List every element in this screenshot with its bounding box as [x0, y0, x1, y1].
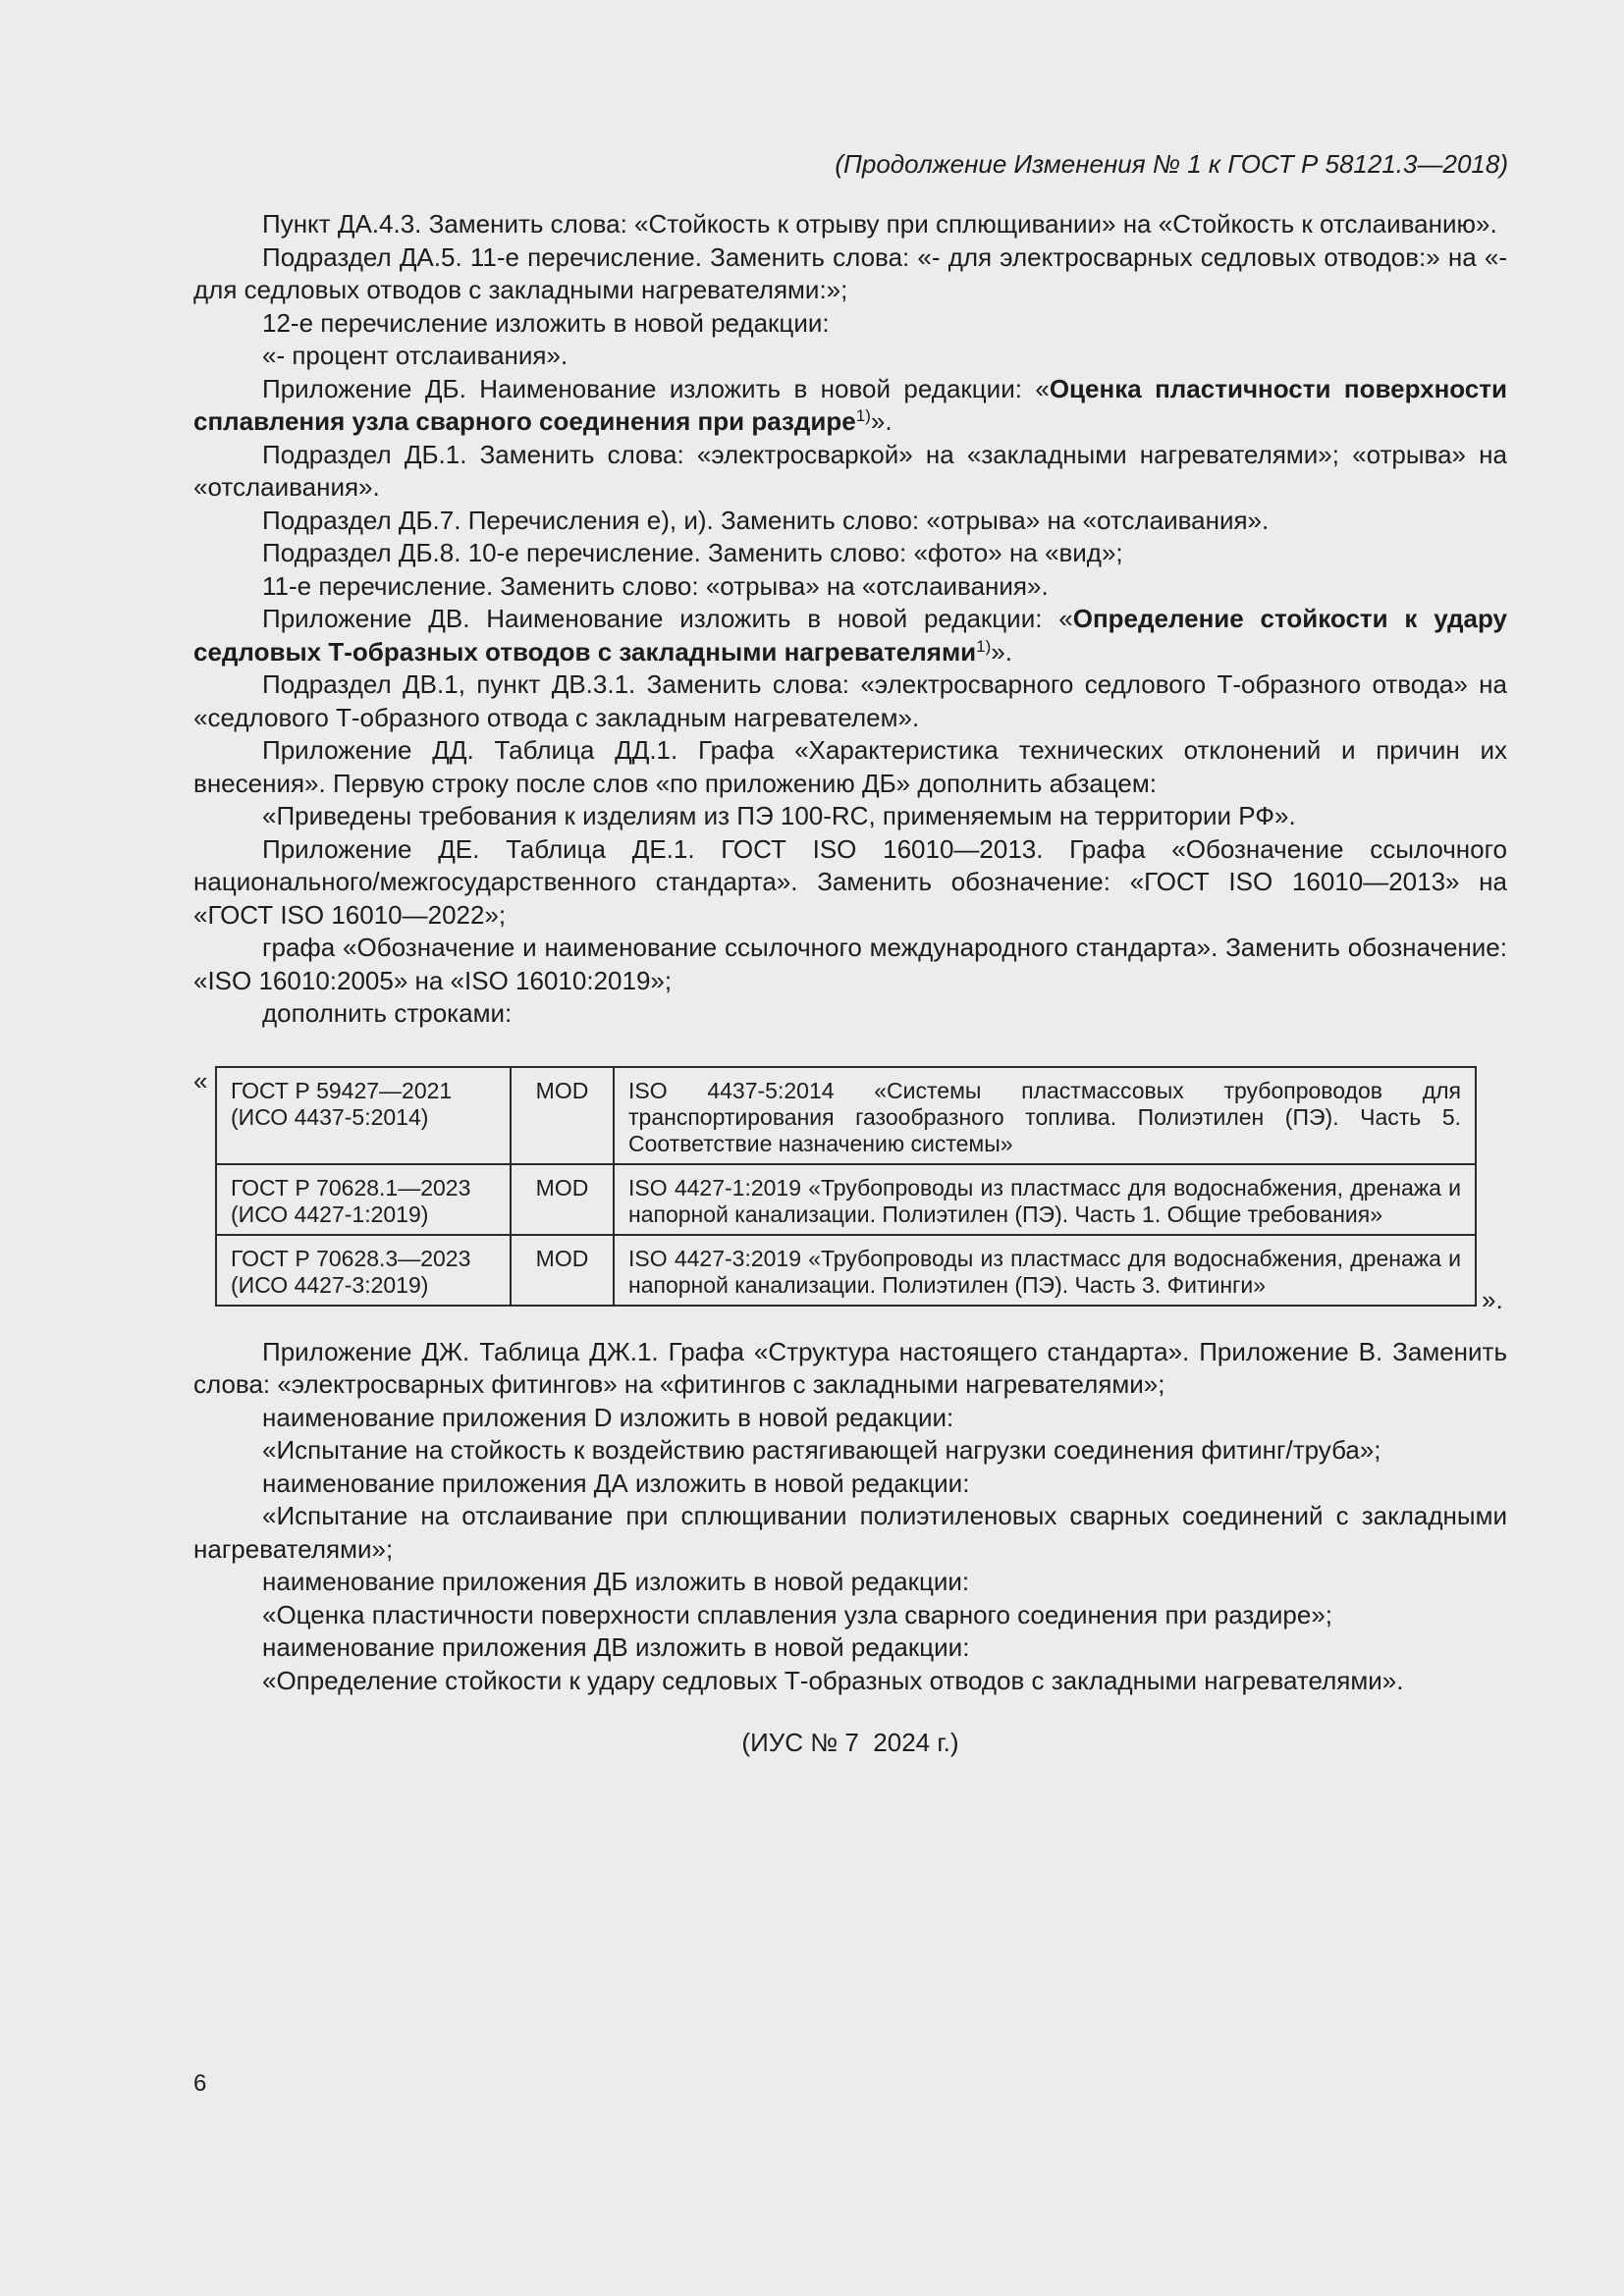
table-cell-degree: MOD	[511, 1164, 614, 1235]
paragraph: 11-е перечисление. Заменить слово: «отрыва» на «отслаивания».	[262, 570, 1049, 601]
paragraph: «- процент отслаивания».	[262, 341, 568, 370]
cell-text: ГОСТ Р 70628.3—2023 (ИСО 4427-3:2019)	[231, 1245, 471, 1298]
paragraph: «Оценка пластичности поверхности сплавления узла сварного соединения при раздире»;	[262, 1599, 1333, 1629]
paragraph: «Испытание на отслаивание при сплющивании полиэтиленовых сварных соединений с закладными нагревателями»;	[193, 1501, 1507, 1564]
table-cell-international-standard: ISO 4437-5:2014 «Системы пластмассовых трубопроводов для транспортирования газообразного топлива. Полиэтилен (ПЭ). Часть 5. Соответствие назначению системы»	[614, 1067, 1476, 1164]
cell-text: ГОСТ Р 59427—2021 (ИСО 4437-5:2014)	[231, 1077, 453, 1130]
standards-table	[215, 1066, 1477, 1307]
footnote-ref: 1)	[976, 636, 992, 656]
ius-reference: (ИУС № 7 2024 г.)	[741, 1728, 959, 1757]
paragraph: наименование приложения ДА изложить в новой редакции:	[262, 1468, 970, 1498]
paragraph: 12-е перечисление изложить в новой редакции:	[262, 307, 830, 338]
paragraph: Подраздел ДБ.7. Перечисления е), и). Заменить слово: «отрыва» на «отслаивания».	[262, 505, 1270, 535]
bold-title: Оценка пластичности поверхности сплавления узла сварного соединения при раздире	[193, 373, 1507, 436]
paragraph: дополнить строками:	[262, 998, 513, 1028]
paragraph: наименование приложения ДВ изложить в новой редакции:	[262, 1632, 970, 1662]
table-open-quote: «	[193, 1065, 208, 1095]
paragraph: Подраздел ДБ.1. Заменить слова: «электросваркой» на «закладными нагревателями»; «отрыва» на «отслаивания».	[193, 439, 1507, 502]
paragraph: Приложение ДД. Таблица ДД.1. Графа «Характеристика технических отклонений и причин их внесения». Первую строку после слов «по приложению ДБ» дополнить абзацем:	[193, 735, 1507, 798]
table-cell-degree: MOD	[511, 1067, 614, 1164]
paragraph: Пункт ДА.4.3. Заменить слова: «Стойкость к отрыву при сплющивании» на «Стойкость к отслаиванию».	[262, 209, 1497, 239]
table-row	[216, 1164, 1476, 1235]
paragraph: Подраздел ДВ.1, пункт ДВ.3.1. Заменить слова: «электросварного седлового Т-образного отвода» на «седлового Т-образного отвода с закладным нагревателем».	[193, 669, 1507, 732]
paragraph: Подраздел ДА.5. 11-е перечисление. Заменить слова: «- для электросварных седловых отводов:» на «- для седловых отводов с закладными нагревателями:»;	[193, 241, 1507, 304]
table-cell-national-standard	[216, 1235, 511, 1306]
text-segment: ».	[870, 406, 893, 436]
standards-table-wrapper	[193, 1065, 1507, 1314]
paragraph: Приложение ДЖ. Таблица ДЖ.1. Графа «Структура настоящего стандарта». Приложение В. Заменить слова: «электросварных фитингов» на «фитингов с закладными нагревателями»;	[193, 1336, 1507, 1399]
table-cell-national-standard	[216, 1067, 511, 1164]
paragraph: наименование приложения D изложить в новой редакции:	[262, 1402, 954, 1432]
paragraph-appendix-db	[193, 373, 1507, 439]
cell-text: ГОСТ Р 70628.1—2023 (ИСО 4427-1:2019)	[231, 1174, 471, 1227]
table-cell-international-standard: ISO 4427-3:2019 «Трубопроводы из пластмасс для водоснабжения, дренажа и напорной канализации. Полиэтилен (ПЭ). Часть 3. Фитинги»	[614, 1235, 1476, 1306]
text-segment: Приложение ДВ. Наименование изложить в новой редакции: «	[262, 604, 1073, 633]
table-cell-international-standard: ISO 4427-1:2019 «Трубопроводы из пластмасс для водоснабжения, дренажа и напорной канализации. Полиэтилен (ПЭ). Часть 1. Общие требования»	[614, 1164, 1476, 1235]
table-row	[216, 1067, 1476, 1164]
paragraph: Приложение ДЕ. Таблица ДЕ.1. ГОСТ ISO 16010—2013. Графа «Обозначение ссылочного национального/межгосударственного стандарта». Заменить обозначение: «ГОСТ ISO 16010—2013» на «ГОСТ ISO 16010—2022»;	[193, 833, 1507, 930]
footnote-ref: 1)	[855, 406, 871, 425]
text-segment: Приложение ДБ. Наименование изложить в новой редакции: «	[262, 373, 1050, 403]
bold-title: Определение стойкости к удару седловых Т-образных отводов с закладными нагревателями	[193, 604, 1507, 667]
paragraph: Подраздел ДБ.8. 10-е перечисление. Заменить слово: «фото» на «вид»;	[262, 538, 1123, 567]
table-close-quote: ».	[1482, 1284, 1503, 1314]
paragraph-appendix-dv	[193, 603, 1507, 668]
paragraph: «Приведены требования к изделиям из ПЭ 100-RC, применяемым на территории РФ».	[262, 801, 1296, 830]
paragraph: «Определение стойкости к удару седловых Т-образных отводов с закладными нагревателями».	[262, 1665, 1404, 1695]
text-segment: ».	[991, 636, 1012, 667]
table-cell-degree: MOD	[511, 1235, 614, 1306]
table-row	[216, 1235, 1476, 1306]
table-cell-national-standard	[216, 1164, 511, 1235]
page-number: 6	[193, 2070, 207, 2097]
paragraph: графа «Обозначение и наименование ссылочного международного стандарта». Заменить обозначение: «ISO 16010:2005» на «ISO 16010:2019»;	[193, 933, 1507, 995]
document-body	[193, 208, 1507, 1760]
paragraph: «Испытание на стойкость к воздействию растягивающей нагрузки соединения фитинг/труба»;	[262, 1435, 1381, 1465]
paragraph: наименование приложения ДБ изложить в новой редакции:	[262, 1567, 970, 1596]
page-header: (Продолжение Изменения № 1 к ГОСТ Р 58121.3—2018)	[835, 149, 1508, 179]
